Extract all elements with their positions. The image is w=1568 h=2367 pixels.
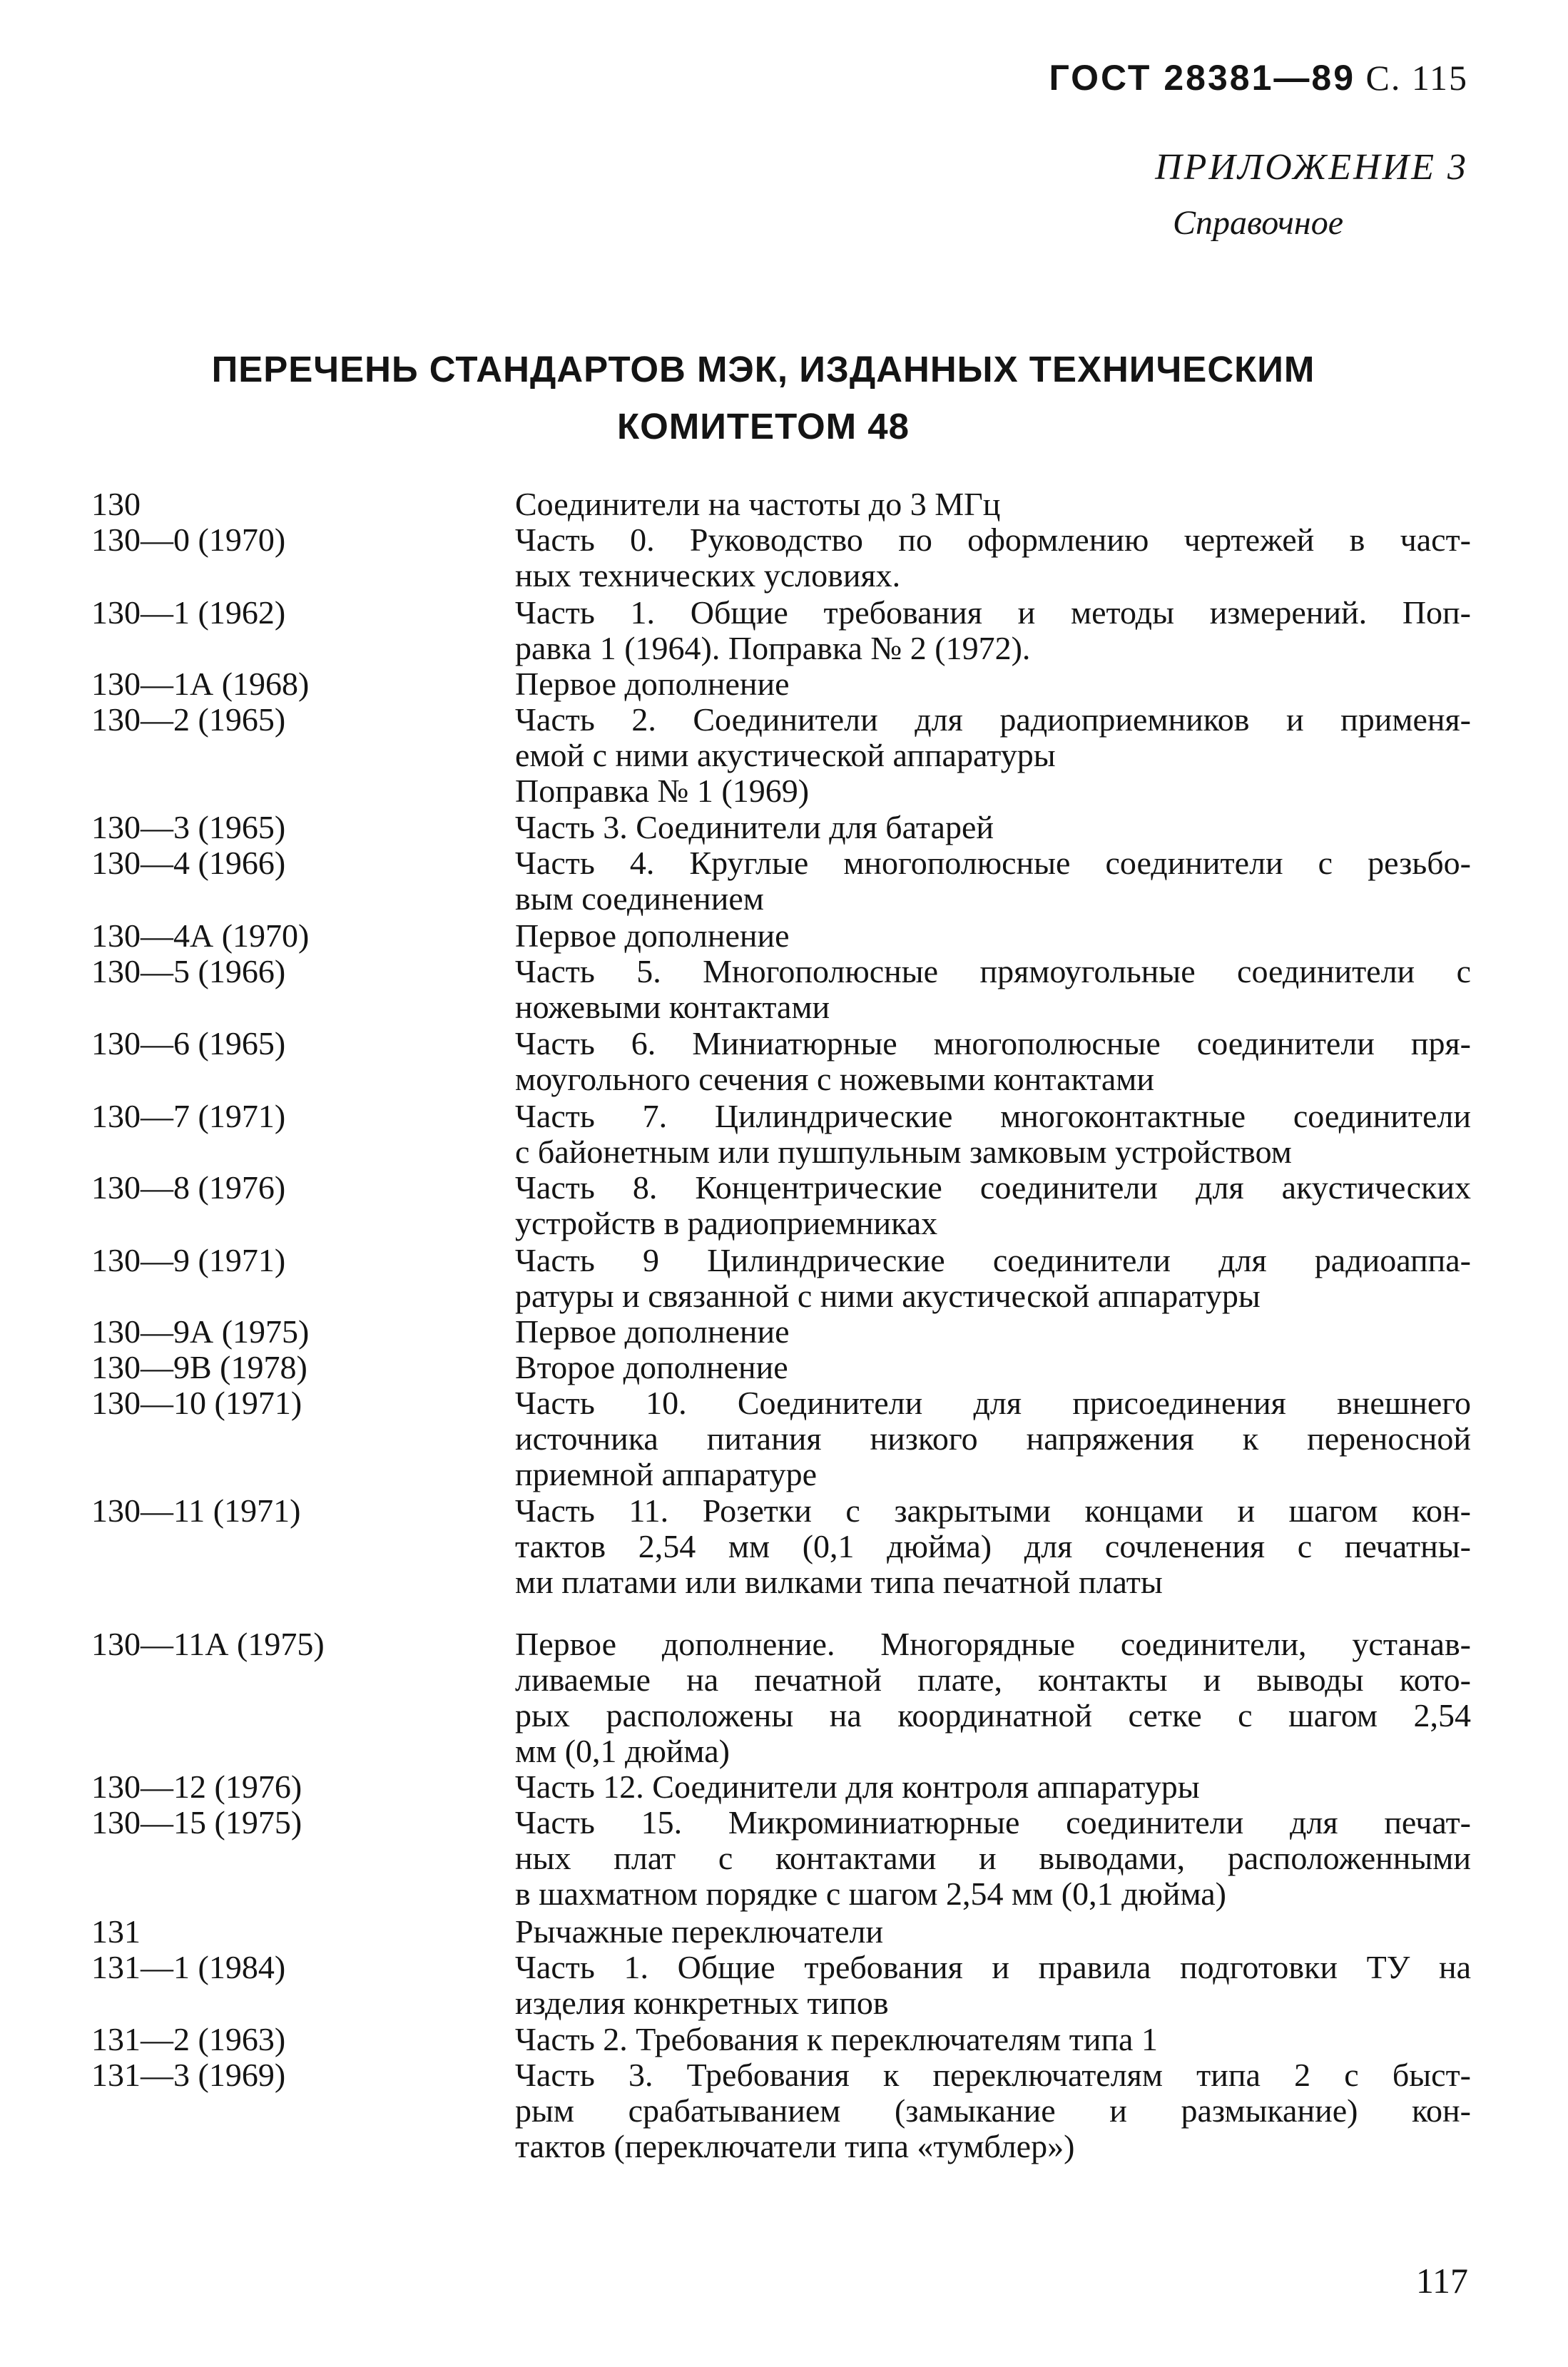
entry-description-line: Часть 9 Цилиндрические соединители для радиоаппа- xyxy=(515,1242,1471,1278)
entry-description-line: Часть 3. Требования к переключателям типа 2 с быст- xyxy=(515,2057,1471,2093)
entry-description xyxy=(515,2022,1471,2057)
entry-description xyxy=(515,954,1471,1025)
entry-description xyxy=(515,487,1471,522)
entry-description-line: Первое дополнение xyxy=(515,666,790,702)
entry-description xyxy=(515,1493,1471,1600)
entry-description-line: ми платами или вилками типа печатной платы xyxy=(515,1564,1163,1600)
entry-description-line: Часть 15. Микроминиатюрные соединители для печат- xyxy=(515,1804,1471,1841)
entry-description xyxy=(515,1026,1471,1097)
standard-designation: ГОСТ 28381—89 xyxy=(1049,58,1355,98)
entry-description-line: Первое дополнение xyxy=(515,1313,790,1350)
entry-description-line: Часть 7. Цилиндрические многоконтактные соединители xyxy=(515,1098,1471,1134)
entry-description-line: Второе дополнение xyxy=(515,1349,788,1385)
entry-description xyxy=(515,1385,1471,1492)
entry-code: 130—9А (1975) xyxy=(91,1313,310,1350)
entry-description-line: равка 1 (1964). Поправка № 2 (1972). xyxy=(515,630,1031,666)
entry-description-line: Часть 1. Общие требования и методы измерений. Поп- xyxy=(515,594,1471,631)
entry-description xyxy=(515,1914,1471,1950)
entry-code: 130—12 (1976) xyxy=(91,1768,302,1805)
entry-description xyxy=(515,918,1471,954)
appendix-label: ПРИЛОЖЕНИЕ 3 xyxy=(1155,147,1468,188)
header-page-label: С. 115 xyxy=(1365,58,1468,98)
entry-code: 131 xyxy=(91,1913,141,1950)
entry-code: 131—3 (1969) xyxy=(91,2057,286,2093)
entry-code: 130—1А (1968) xyxy=(91,666,310,702)
entry-code: 130—2 (1965) xyxy=(91,701,286,738)
entry-description-line: Часть 2. Требования к переключателям типа 1 xyxy=(515,2021,1158,2057)
entry-code: 130—7 (1971) xyxy=(91,1098,286,1134)
entry-description-line: с байонетным или пушпульным замковым устройством xyxy=(515,1134,1292,1170)
entry-description-line: Соединители на частоты до 3 МГц xyxy=(515,486,1001,522)
appendix-kind: Справочное xyxy=(1173,204,1343,242)
entry-description-line: Часть 10. Соединители для присоединения внешнего xyxy=(515,1385,1471,1421)
page-title xyxy=(143,341,1384,455)
entry-code: 130—15 (1975) xyxy=(91,1804,302,1841)
page-number: 117 xyxy=(1415,2261,1468,2301)
entry-description xyxy=(515,1170,1471,1241)
entry-description-line: тактов (переключатели типа «тумблер») xyxy=(515,2128,1075,2164)
entry-description-line: устройств в радиоприемниках xyxy=(515,1205,938,1241)
entry-description-line: тактов 2,54 мм (0,1 дюйма) для сочленения с печатны- xyxy=(515,1528,1471,1564)
entry-code: 130—4А (1970) xyxy=(91,917,310,954)
entry-description-line: источника питания низкого напряжения к переносной xyxy=(515,1420,1471,1457)
entry-description-line: Часть 6. Миниатюрные многополюсные соединители пря- xyxy=(515,1025,1471,1062)
entry-code: 130—9В (1978) xyxy=(91,1349,307,1385)
entry-description-line: ных плат с контактами и выводами, расположенными xyxy=(515,1840,1471,1876)
entry-code: 131—2 (1963) xyxy=(91,2021,286,2057)
entry-description-line: рым срабатыванием (замыкание и размыкание) кон- xyxy=(515,2092,1471,2129)
entry-description-line: Рычажные переключатели xyxy=(515,1913,884,1950)
entry-description-line: Поправка № 1 (1969) xyxy=(515,773,810,809)
entry-description-line: Часть 3. Соединители для батарей xyxy=(515,809,994,845)
entry-description-line: Часть 0. Руководство по оформлению чертежей в част- xyxy=(515,521,1471,558)
entry-code: 130—6 (1965) xyxy=(91,1025,286,1062)
entry-code: 130—10 (1971) xyxy=(91,1385,302,1421)
entry-code: 131—1 (1984) xyxy=(91,1949,286,1985)
entry-code: 130—11 (1971) xyxy=(91,1492,301,1529)
entry-code: 130—8 (1976) xyxy=(91,1169,286,1206)
entry-description xyxy=(515,1627,1471,1769)
entry-description xyxy=(515,1314,1471,1350)
entry-description-line: ливаемые на печатной плате, контакты и выводы кото- xyxy=(515,1661,1471,1698)
entry-description-line: изделия конкретных типов xyxy=(515,1985,889,2021)
entry-description xyxy=(515,522,1471,594)
entry-description-line: Часть 2. Соединители для радиоприемников и применя- xyxy=(515,701,1471,738)
entry-description xyxy=(515,666,1471,702)
entry-description-line: моугольного сечения с ножевыми контактами xyxy=(515,1061,1155,1097)
title-line-2: КОМИТЕТОМ 48 xyxy=(616,406,910,447)
entry-description-line: емой с ними акустической аппаратуры xyxy=(515,737,1056,773)
entry-description xyxy=(515,2057,1471,2164)
entry-code: 130—0 (1970) xyxy=(91,521,286,558)
entry-code: 130—4 (1966) xyxy=(91,845,286,881)
entry-description-line: Первое дополнение. Многорядные соединители, устанав- xyxy=(515,1626,1471,1662)
entry-code: 130—3 (1965) xyxy=(91,809,286,845)
entry-description-line: рых расположены на координатной сетке с шагом 2,54 xyxy=(515,1697,1471,1734)
entry-description-line: ратуры и связанной с ними акустической аппаратуры xyxy=(515,1278,1261,1314)
entry-description xyxy=(515,1099,1471,1170)
entry-description-line: вым соединением xyxy=(515,880,764,917)
entry-description-line: Первое дополнение xyxy=(515,917,790,954)
running-header xyxy=(1049,57,1468,98)
entry-description-line: Часть 5. Многополюсные прямоугольные соединители с xyxy=(515,953,1471,989)
entry-description xyxy=(515,1950,1471,2021)
entry-description xyxy=(515,1243,1471,1314)
entry-description xyxy=(515,1769,1471,1805)
entry-description-line: ножевыми контактами xyxy=(515,989,830,1025)
entry-code: 130—9 (1971) xyxy=(91,1242,286,1278)
entry-description xyxy=(515,845,1471,917)
entry-description xyxy=(515,595,1471,666)
entry-description-line: ных технических условиях. xyxy=(515,557,901,594)
entry-description-line: Часть 1. Общие требования и правила подготовки ТУ на xyxy=(515,1949,1471,1985)
entry-description xyxy=(515,1805,1471,1912)
entry-code: 130—1 (1962) xyxy=(91,594,286,631)
entry-description xyxy=(515,1350,1471,1385)
entry-description-line: Часть 8. Концентрические соединители для акустических xyxy=(515,1169,1471,1206)
title-line-1: ПЕРЕЧЕНЬ СТАНДАРТОВ МЭК, ИЗДАННЫХ ТЕХНИЧЕСКИМ xyxy=(211,349,1315,390)
entry-description-line: мм (0,1 дюйма) xyxy=(515,1733,730,1769)
entry-description-line: в шахматном порядке с шагом 2,54 мм (0,1 дюйма) xyxy=(515,1875,1226,1912)
entry-code: 130—11А (1975) xyxy=(91,1626,325,1662)
entry-description xyxy=(515,810,1471,845)
entry-description-line: Часть 4. Круглые многополюсные соединители с резьбо- xyxy=(515,845,1471,881)
entry-description-line: Часть 12. Соединители для контроля аппаратуры xyxy=(515,1768,1200,1805)
entry-code: 130 xyxy=(91,486,141,522)
entry-description xyxy=(515,702,1471,809)
entry-description-line: Часть 11. Розетки с закрытыми концами и шагом кон- xyxy=(515,1492,1471,1529)
entry-description-line: приемной аппаратуре xyxy=(515,1456,818,1492)
entry-code: 130—5 (1966) xyxy=(91,953,286,989)
